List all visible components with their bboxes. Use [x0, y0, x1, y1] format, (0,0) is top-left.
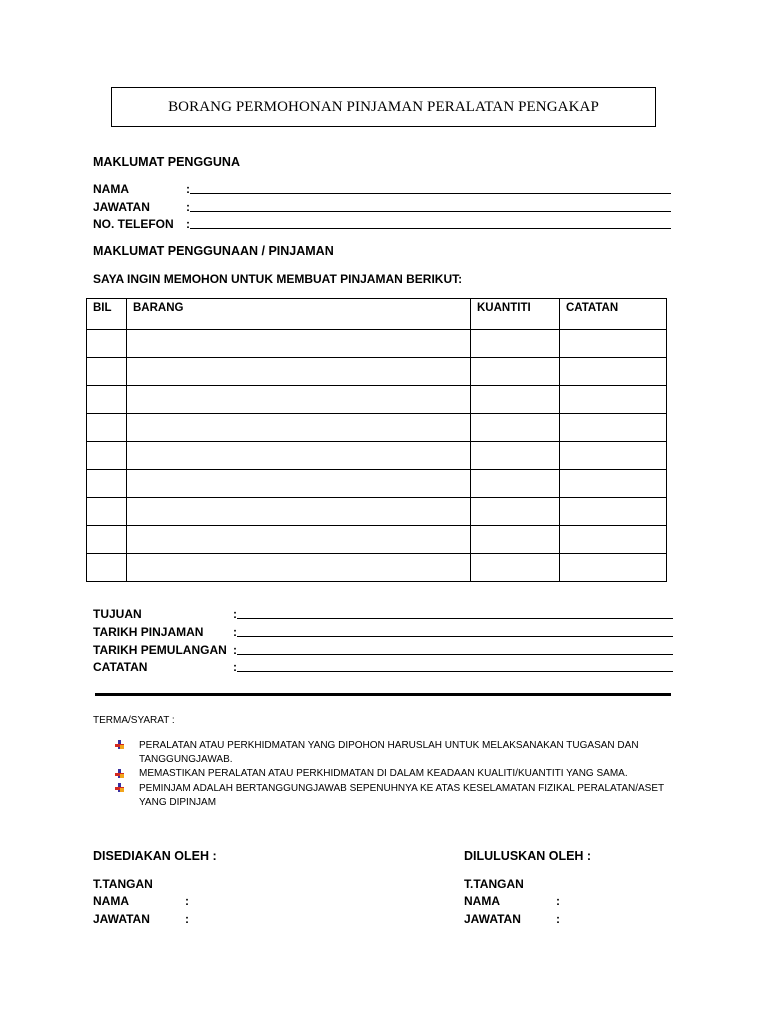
cell-catatan[interactable]: [560, 442, 667, 470]
approved-sign-label: T.TANGAN: [464, 877, 524, 891]
table-row: [87, 554, 667, 582]
term-line: TANGGUNGJAWAB.: [139, 754, 233, 765]
field-colon: :: [186, 217, 190, 231]
cell-barang[interactable]: [127, 554, 471, 582]
cell-barang[interactable]: [127, 498, 471, 526]
cell-bil[interactable]: [87, 386, 127, 414]
fill-line[interactable]: [190, 192, 671, 194]
cell-bil[interactable]: [87, 470, 127, 498]
field-colon: :: [233, 643, 237, 657]
cell-bil[interactable]: [87, 330, 127, 358]
field-label: TARIKH PEMULANGAN: [93, 643, 227, 657]
cell-bil[interactable]: [87, 414, 127, 442]
field-label: JAWATAN: [93, 200, 150, 214]
fill-line[interactable]: [190, 227, 671, 229]
user-info-heading: MAKLUMAT PENGGUNA: [93, 155, 240, 169]
cell-barang[interactable]: [127, 414, 471, 442]
col-header-bil: BIL: [87, 299, 127, 330]
cell-catatan[interactable]: [560, 470, 667, 498]
term-item: [139, 739, 639, 767]
cell-barang[interactable]: [127, 470, 471, 498]
cell-barang[interactable]: [127, 330, 471, 358]
table-body: [87, 330, 667, 582]
table-row: [87, 386, 667, 414]
approved-name-label: NAMA: [464, 894, 500, 908]
cell-barang[interactable]: [127, 526, 471, 554]
field-label: NAMA: [93, 182, 129, 196]
fill-line[interactable]: [237, 635, 673, 637]
table-row: [87, 414, 667, 442]
field-label: TUJUAN: [93, 607, 142, 621]
col-header-barang: BARANG: [127, 299, 471, 330]
fill-line[interactable]: [237, 653, 673, 655]
field-nama: [93, 182, 671, 196]
cell-catatan[interactable]: [560, 358, 667, 386]
field-label: NO. TELEFON: [93, 217, 174, 231]
field-label: CATATAN: [93, 660, 148, 674]
cell-catatan[interactable]: [560, 526, 667, 554]
field-telefon: [93, 217, 671, 231]
fill-line[interactable]: [237, 670, 673, 672]
items-table: [86, 298, 667, 582]
field-colon: :: [233, 607, 237, 621]
prepared-by-heading: DISEDIAKAN OLEH :: [93, 849, 217, 863]
cell-kuantiti[interactable]: [471, 554, 560, 582]
cell-kuantiti[interactable]: [471, 330, 560, 358]
cell-barang[interactable]: [127, 442, 471, 470]
cell-barang[interactable]: [127, 358, 471, 386]
field-tarikh-pinjaman: [93, 625, 673, 639]
cell-bil[interactable]: [87, 554, 127, 582]
cell-kuantiti[interactable]: [471, 358, 560, 386]
table-header-row: [87, 299, 667, 330]
table-row: [87, 442, 667, 470]
field-colon: :: [186, 182, 190, 196]
prepared-position-colon: :: [185, 912, 189, 926]
section-divider: [95, 693, 671, 696]
col-header-catatan: CATATAN: [560, 299, 667, 330]
term-line: MEMASTIKAN PERALATAN ATAU PERKHIDMATAN DI DALAM KEADAAN KUALITI/KUANTITI YANG SAMA.: [139, 768, 628, 779]
cell-kuantiti[interactable]: [471, 470, 560, 498]
term-line: PEMINJAM ADALAH BERTANGGUNGJAWAB SEPENUHNYA KE ATAS KESELAMATAN FIZIKAL PERALATAN/ASET: [139, 783, 665, 794]
cell-catatan[interactable]: [560, 330, 667, 358]
arrow-bullet-icon: [115, 740, 125, 750]
field-catatan: [93, 660, 673, 674]
field-colon: :: [233, 625, 237, 639]
prepared-position-label: JAWATAN: [93, 912, 150, 926]
table-row: [87, 498, 667, 526]
cell-bil[interactable]: [87, 358, 127, 386]
prepared-sign-label: T.TANGAN: [93, 877, 153, 891]
term-line: YANG DIPINJAM: [139, 797, 217, 808]
cell-barang[interactable]: [127, 386, 471, 414]
cell-kuantiti[interactable]: [471, 498, 560, 526]
table-row: [87, 470, 667, 498]
cell-catatan[interactable]: [560, 554, 667, 582]
cell-catatan[interactable]: [560, 386, 667, 414]
table-row: [87, 330, 667, 358]
cell-kuantiti[interactable]: [471, 386, 560, 414]
cell-kuantiti[interactable]: [471, 442, 560, 470]
arrow-bullet-icon: [115, 769, 125, 779]
usage-intro: SAYA INGIN MEMOHON UNTUK MEMBUAT PINJAMAN BERIKUT:: [93, 272, 463, 286]
usage-info-heading: MAKLUMAT PENGGUNAAN / PINJAMAN: [93, 244, 334, 258]
field-tarikh-pemulangan: [93, 643, 673, 657]
arrow-bullet-icon: [115, 783, 125, 793]
approved-name-colon: :: [556, 894, 560, 908]
field-colon: :: [233, 660, 237, 674]
form-title-text: BORANG PERMOHONAN PINJAMAN PERALATAN PENGAKAP: [168, 98, 599, 115]
field-tujuan: [93, 607, 673, 621]
prepared-name-colon: :: [185, 894, 189, 908]
term-item: [139, 767, 628, 781]
col-header-kuantiti: KUANTITI: [471, 299, 560, 330]
fill-line[interactable]: [190, 210, 671, 212]
approved-by-heading: DILULUSKAN OLEH :: [464, 849, 592, 863]
terms-title: TERMA/SYARAT :: [93, 715, 175, 726]
table-row: [87, 358, 667, 386]
field-label: TARIKH PINJAMAN: [93, 625, 204, 639]
cell-catatan[interactable]: [560, 498, 667, 526]
field-jawatan: [93, 200, 671, 214]
fill-line[interactable]: [237, 617, 673, 619]
form-title: [111, 87, 656, 127]
field-colon: :: [186, 200, 190, 214]
prepared-name-label: NAMA: [93, 894, 129, 908]
cell-bil[interactable]: [87, 498, 127, 526]
approved-position-colon: :: [556, 912, 560, 926]
cell-kuantiti[interactable]: [471, 526, 560, 554]
approved-position-label: JAWATAN: [464, 912, 521, 926]
cell-catatan[interactable]: [560, 414, 667, 442]
term-line: PERALATAN ATAU PERKHIDMATAN YANG DIPOHON HARUSLAH UNTUK MELAKSANAKAN TUGASAN DAN: [139, 740, 639, 751]
cell-bil[interactable]: [87, 526, 127, 554]
cell-kuantiti[interactable]: [471, 414, 560, 442]
table-row: [87, 526, 667, 554]
term-item: [139, 782, 664, 810]
cell-bil[interactable]: [87, 442, 127, 470]
